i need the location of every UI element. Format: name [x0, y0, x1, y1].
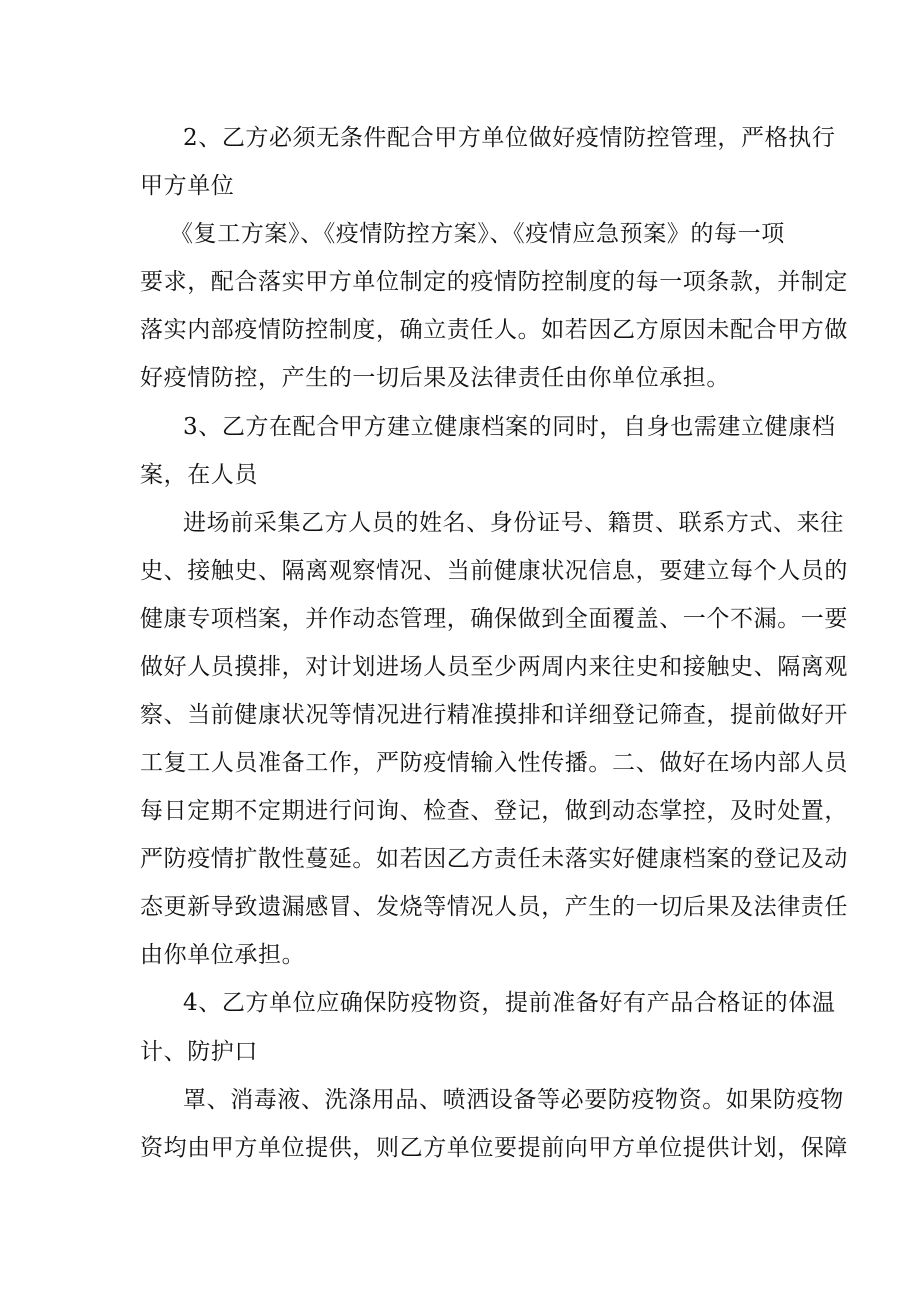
- paragraph-line: 计、防护口: [140, 1039, 258, 1065]
- paragraph-line: 好疫情防控，产生的一切后果及法律责任由你单位承担。: [140, 365, 730, 391]
- paragraph-line: 每日定期不定期进行问询、检查、登记，做到动态掌控，及时处置，: [140, 798, 848, 824]
- paragraph-line: 察、当前健康状况等情况进行精准摸排和详细登记筛查，提前做好开: [140, 702, 848, 728]
- paragraph-line: 资均由甲方单位提供，则乙方单位要提前向甲方单位提供计划，保障: [140, 1135, 848, 1161]
- paragraph-line: 3、乙方在配合甲方建立健康档案的同时，自身也需建立健康档: [183, 414, 836, 440]
- paragraph-line: 甲方单位: [140, 173, 235, 199]
- paragraph-line: 2、乙方必须无条件配合甲方单位做好疫情防控管理，严格执行: [183, 125, 836, 151]
- paragraph-line: 进场前采集乙方人员的姓名、身份证号、籍贯、联系方式、来往: [183, 510, 844, 536]
- paragraph-line: 要求，配合落实甲方单位制定的疫情防控制度的每一项条款，并制定: [140, 269, 848, 295]
- paragraph-line: 《复工方案》、《疫情防控方案》、《疫情应急预案》的每一项: [170, 221, 785, 247]
- paragraph-line: 工复工人员准备工作，严防疫情输入性传播。二、做好在场内部人员: [140, 750, 848, 776]
- paragraph-line: 罩、消毒液、洗涤用品、喷洒设备等必要防疫物资。如果防疫物: [183, 1087, 844, 1113]
- paragraph-line: 健康专项档案，并作动态管理，确保做到全面覆盖、一个不漏。一要: [140, 606, 848, 632]
- paragraph-line: 态更新导致遗漏感冒、发烧等情况人员，产生的一切后果及法律责任: [140, 894, 848, 920]
- paragraph-line: 案，在人员: [140, 462, 258, 488]
- paragraph-line: 做好人员摸排，对计划进场人员至少两周内来往史和接触史、隔离观: [140, 654, 848, 680]
- paragraph-line: 落实内部疫情防控制度，确立责任人。如若因乙方原因未配合甲方做: [140, 317, 848, 343]
- paragraph-line: 由你单位承担。: [140, 942, 306, 968]
- paragraph-line: 严防疫情扩散性蔓延。如若因乙方责任未落实好健康档案的登记及动: [140, 846, 848, 872]
- paragraph-line: 史、接触史、隔离观察情况、当前健康状况信息，要建立每个人员的: [140, 558, 848, 584]
- paragraph-line: 4、乙方单位应确保防疫物资，提前准备好有产品合格证的体温: [183, 990, 836, 1016]
